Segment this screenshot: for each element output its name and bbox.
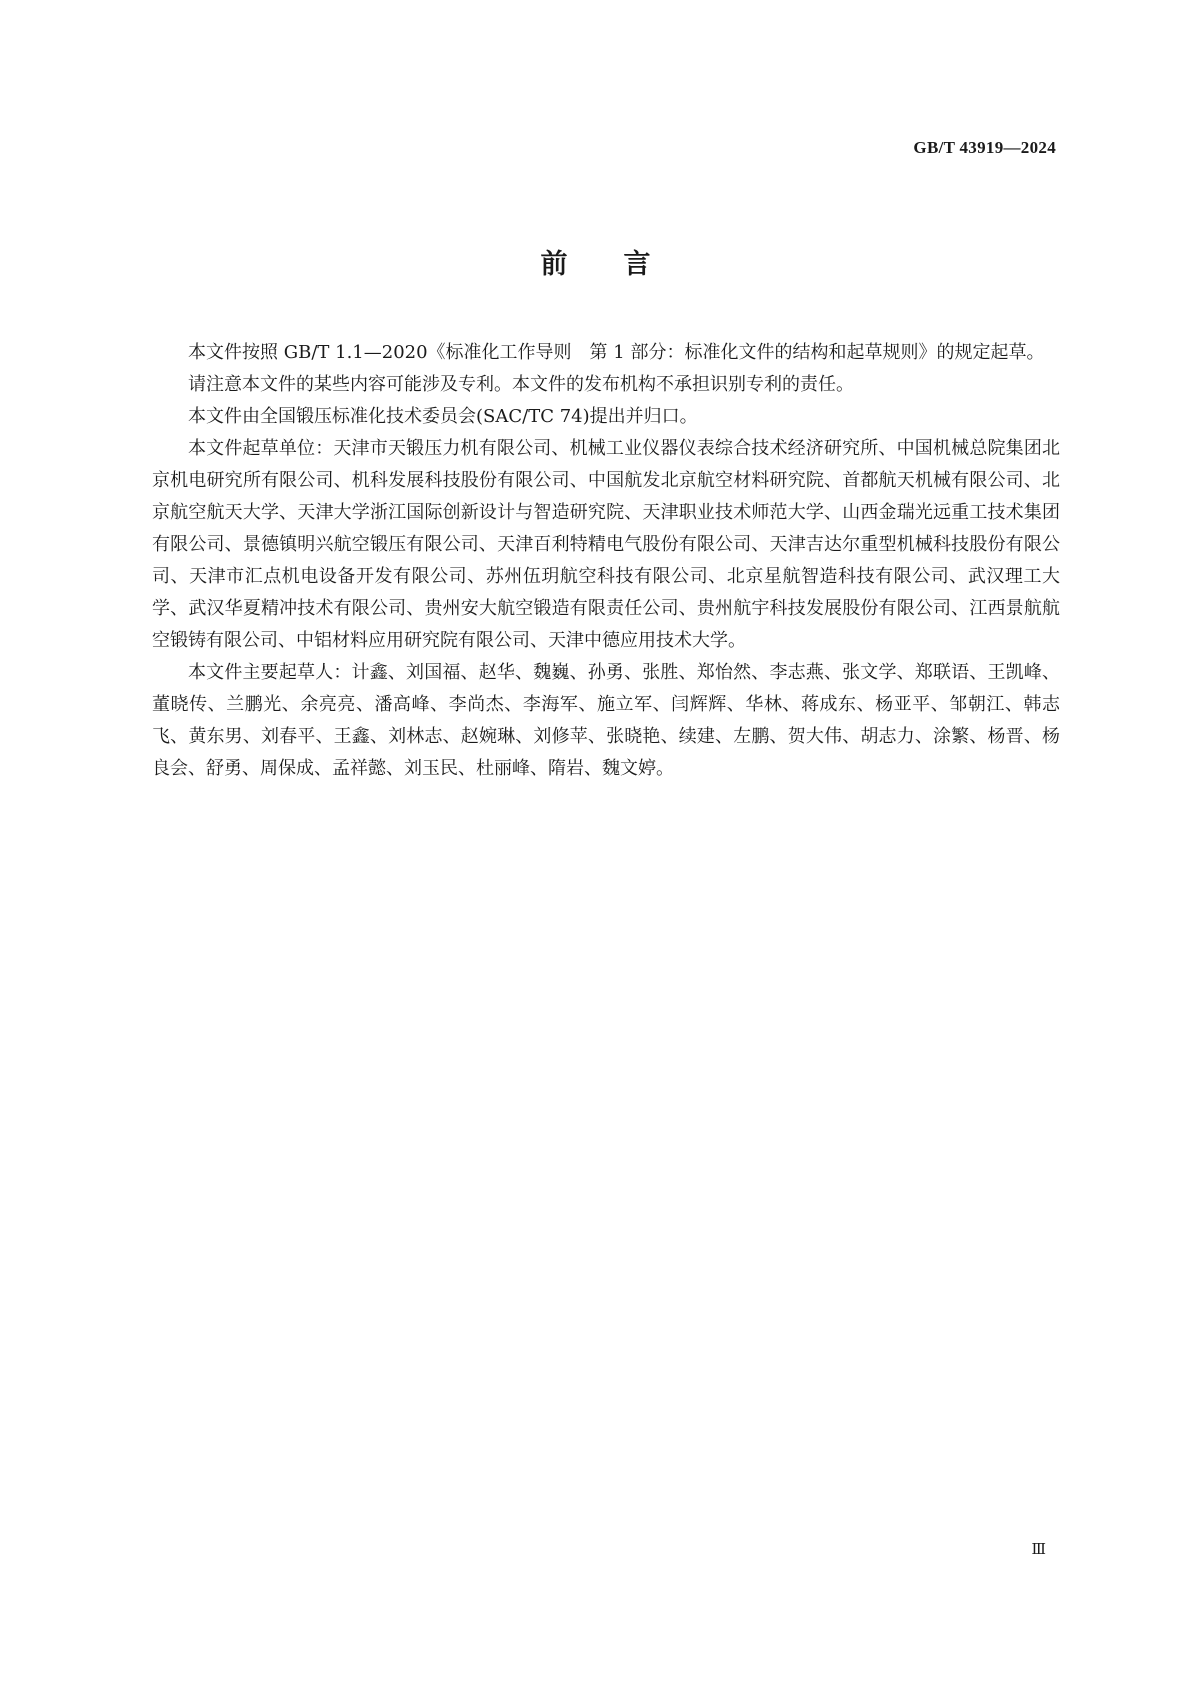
page-number: Ⅲ [1031,1542,1046,1558]
foreword-body [152,337,1060,785]
standard-number: GB/T 43919—2024 [913,138,1056,157]
paragraph-drafters: 本文件主要起草人：计鑫、刘国福、赵华、魏巍、孙勇、张胜、郑怡然、李志燕、张文学、郑联语、王凯峰、董晓传、兰鹏光、余亮亮、潘高峰、李尚杰、李海军、施立军、闫辉辉、华林、蒋成东、杨亚平、邹朝江、韩志飞、黄东男、刘春平、王鑫、刘林志、赵婉琳、刘修苹、张晓艳、续建、左鹏、贺大伟、胡志力、涂繁、杨晋、杨良会、舒勇、周保成、孟祥懿、刘玉民、杜丽峰、隋岩、魏文婷。 [152,662,1060,779]
paragraph-patent-notice: 请注意本文件的某些内容可能涉及专利。本文件的发布机构不承担识别专利的责任。 [188,374,854,395]
page-title: 前言 [540,249,707,280]
paragraph-drafting-rules: 本文件按照 GB/T 1.1—2020《标准化工作导则 第 1 部分：标准化文件的结构和起草规则》的规定起草。 [188,342,1045,363]
paragraph-drafting-units: 本文件起草单位：天津市天锻压力机有限公司、机械工业仪器仪表综合技术经济研究所、中国机械总院集团北京机电研究所有限公司、机科发展科技股份有限公司、中国航发北京航空材料研究院、首都航天机械有限公司、北京航空航天大学、天津大学浙江国际创新设计与智造研究院、天津职业技术师范大学、山西金瑞光远重工技术集团有限公司、景德镇明兴航空锻压有限公司、天津百利特精电气股份有限公司、天津吉达尔重型机械科技股份有限公司、天津市汇点机电设备开发有限公司、苏州伍玥航空科技有限公司、北京星航智造科技有限公司、武汉理工大学、武汉华夏精冲技术有限公司、贵州安大航空锻造有限责任公司、贵州航宇科技发展股份有限公司、江西景航航空锻铸有限公司、中铝材料应用研究院有限公司、天津中德应用技术大学。 [152,438,1060,651]
paragraph-proposer: 本文件由全国锻压标准化技术委员会(SAC/TC 74)提出并归口。 [188,406,698,427]
